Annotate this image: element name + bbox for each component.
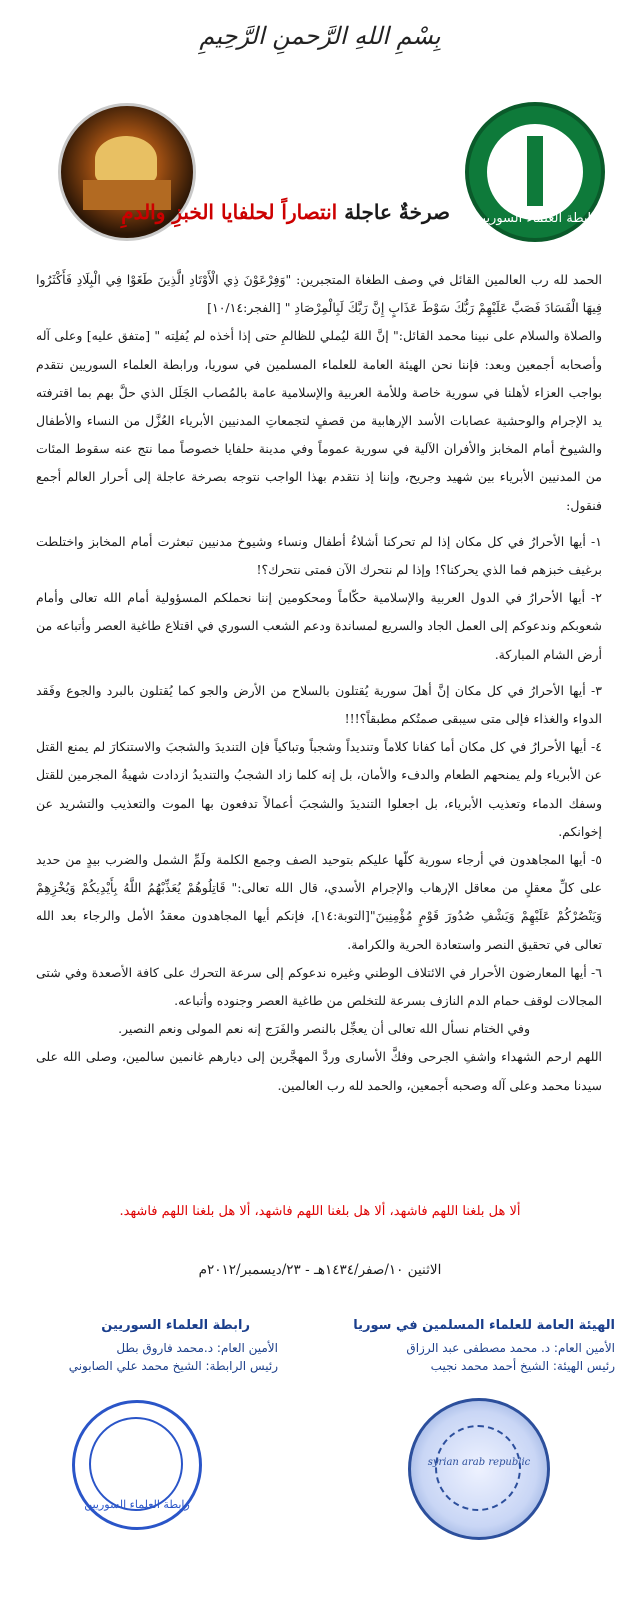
signature-president: رئيس الهيئة: الشيخ أحمد محمد نجيب — [430, 1359, 615, 1373]
minaret-icon — [527, 136, 543, 206]
statement-body — [36, 266, 602, 1100]
seal-inner-ring — [435, 1425, 521, 1511]
signature-secretary: الأمين العام: د.محمد فاروق بطل — [116, 1341, 278, 1355]
paragraph-point-2: ٢- أيها الأحرارُ في الدول العربية والإسلامية حكّاماً ومحكومين إننا نحملكم المسؤولية أمام الله تعالى وأمام شعوبكم وندعوكم إلى العمل الجاد والسريع لمساندة ودعم الشعب السوري في اقتلاع طاغية العصر وأتباعه من أرض الشام المباركة. — [36, 590, 602, 662]
paragraph-intro: الحمد لله رب العالمين القائل في وصف الطغاة المتجبرين: "وَفِرْعَوْنَ ذِي الْأَوْتَادِ الَّذِينَ طَغَوْا فِي الْبِلَادِ فَأَكْثَرُوا فِيهَا الْفَسَادَ فَصَبَّ عَلَيْهِمْ رَبُّكَ سَوْطَ عَذَابٍ إِنَّ رَبَّكَ لَبِالْمِرْصَادِ " [الفجر:١٠/١٤] — [36, 272, 602, 316]
syrian-scholars-league-logo — [465, 102, 605, 242]
seal-inner-ring — [89, 1417, 183, 1511]
headline-red: انتصاراً لحلفايا الخبزِ والدمِ — [121, 200, 338, 224]
signature-secretary: الأمين العام: د. محمد مصطفى عبد الرزاق — [406, 1341, 615, 1355]
seal-text: syrian arab republic — [427, 1457, 531, 1468]
signature-general-authority — [345, 1318, 615, 1373]
paragraph-prayer: اللهم ارحم الشهداء واشفِ الجرحى وفكَّ الأسارى وردَّ المهجَّرين إلى ديارهم غانمين سالمين، وصلى الله على سيدنا محمد وعلى آله وصحبه أجمعين، والحمد لله رب العالمين. — [36, 1049, 602, 1093]
paragraph-point-1: ١- أيها الأحرارُ في كل مكان إذا لم تحركنا أشلاءُ أطفال ونساء وشيوخ مدنيين تبعثرت أمام المخابز واختلطت برغيف خبزهم فما الذي يحركنا؟! وإذا لم نتحرك الآن فمتى نتحرك؟! — [36, 533, 602, 578]
paragraph-point-4: ٤- أيها الأحرارُ في كل مكان أما كفانا كلاماً وتنديداً وشجباً وتباكياً فإن التنديدَ والشجبَ والاستنكارَ لم يمنع القتل عن الأبرياء ولم يمنحهم الطعام والدفء والأمان، بل إنه كلما زاد الشجبُ والتنديدُ ازدادت شهيةُ المجرمين للقتل وسفك الدماء وتعذيب الأبرياء، بل اجعلوا التنديدَ والشجبَ أعمالاً تدفعون بها الموت والتعذيب والتشريد عن إخوانكم. — [36, 739, 602, 839]
dome-icon — [95, 136, 157, 182]
paragraph-salutation: والصلاة والسلام على نبينا محمد القائل:" إنَّ اللهَ ليُملي للظالمِ حتى إذا أخذه لم يُفلِته " [متفق عليه] وعلى آله وأصحابه أجمعين وبعد: فإننا نحن الهيئة العامة للعلماء المسلمين في سوريا، ورابطة العلماء السوريين نتقدم بواجب العزاء لأهلنا في سورية خاصة وللأمة العربية والإسلامية عامة بالمُصاب الجَلَل الذي حلَّ بهم بما اقترفته يد الإجرام والوحشية عصابات الأسد الإرهابية من قصفٍ لتجمعاتِ المدنيين الأبرياء العُزَّل من النساء والأطفال والشيوخ أمام المخابز والأفران الآلية في سورية عموماً وفي مدينة حلفايا خصوصاً مما نتج عنه سقوط المئات من المدنيين الأبرياء بين شهيد وجريح، وإننا إذ نتقدم بهذا الواجب نتوجه بصرخة عاجلة إلى أحرار العالم أجمع فنقول: — [36, 328, 602, 513]
general-authority-seal — [408, 1398, 550, 1540]
paragraph-point-3: ٣- أيها الأحرارُ في كل مكان إنَّ أهلَ سورية يُقتلون بالسلاح من الأرض والجو كما يُقتلون بالبرد والجوع وفَقد الدواء والغذاء فإلى متى سيبقى صمتُكم مطبقاً؟!!! — [36, 682, 602, 727]
scholars-league-seal — [72, 1400, 202, 1530]
basmala: بِسْمِ اللهِ الرَّحمنِ الرَّحِيمِ — [199, 22, 441, 50]
date-line: الاثنين ١٠/صفر/١٤٣٤هـ - ٢٣/ديسمبر/٢٠١٢م — [198, 1262, 442, 1278]
signature-scholars-league — [8, 1318, 278, 1373]
headline-prefix: صرخةٌ عاجلة — [344, 200, 450, 224]
signature-title: الهيئة العامة للعلماء المسلمين في سوريا — [353, 1318, 615, 1333]
seal-text: رابطة العلماء السوريين — [84, 1498, 190, 1511]
signature-title: رابطة العلماء السوريين — [101, 1318, 250, 1333]
logo-ring-text: رابطة العلماء السوريين — [472, 211, 598, 226]
signature-president: رئيس الرابطة: الشيخ محمد علي الصابوني — [68, 1359, 278, 1373]
headline — [121, 200, 450, 224]
paragraph-closing: وفي الختام نسأل الله تعالى أن يعجِّل بالنصر والفَرَج إنه نعم المولى ونعم النصير. — [118, 1021, 530, 1037]
red-call: ألا هل بلغنا اللهم فاشهد، ألا هل بلغنا اللهم فاشهد، ألا هل بلغنا اللهم فاشهد. — [119, 1204, 521, 1219]
paragraph-point-5: ٥- أيها المجاهدون في أرجاء سورية كلّها عليكم بتوحيد الصف وجمع الكلمة ولَمِّ الشمل والضرب بيدٍ من حديد على كلِّ معقلٍ من معاقل الإرهاب والإجرام الأسدي، قال الله تعالى:" قَاتِلُوهُمْ يُعَذِّبْهُمُ اللَّهُ بِأَيْدِيكُمْ وَيُخْزِهِمْ وَيَنْصُرْكُمْ عَلَيْهِمْ وَيَشْفِ صُدُورَ قَوْمٍ مُؤْمِنِينَ"[التوبة:١٤]، فإنكم أيها المجاهدون معقدُ الأمل والرجاء بعد الله تعالى في تحقيق النصر واستعادة الحرية والكرامة. — [36, 852, 603, 952]
paragraph-point-6: ٦- أيها المعارضون الأحرار في الائتلاف الوطني وغيره ندعوكم إلى سرعة التحرك على كافة الأصعدة وفي شتى المجالات لوقف حمام الدم النازف بسرعة للتخلص من طاغية العصر وجنوده وأتباعه. — [36, 964, 602, 1009]
